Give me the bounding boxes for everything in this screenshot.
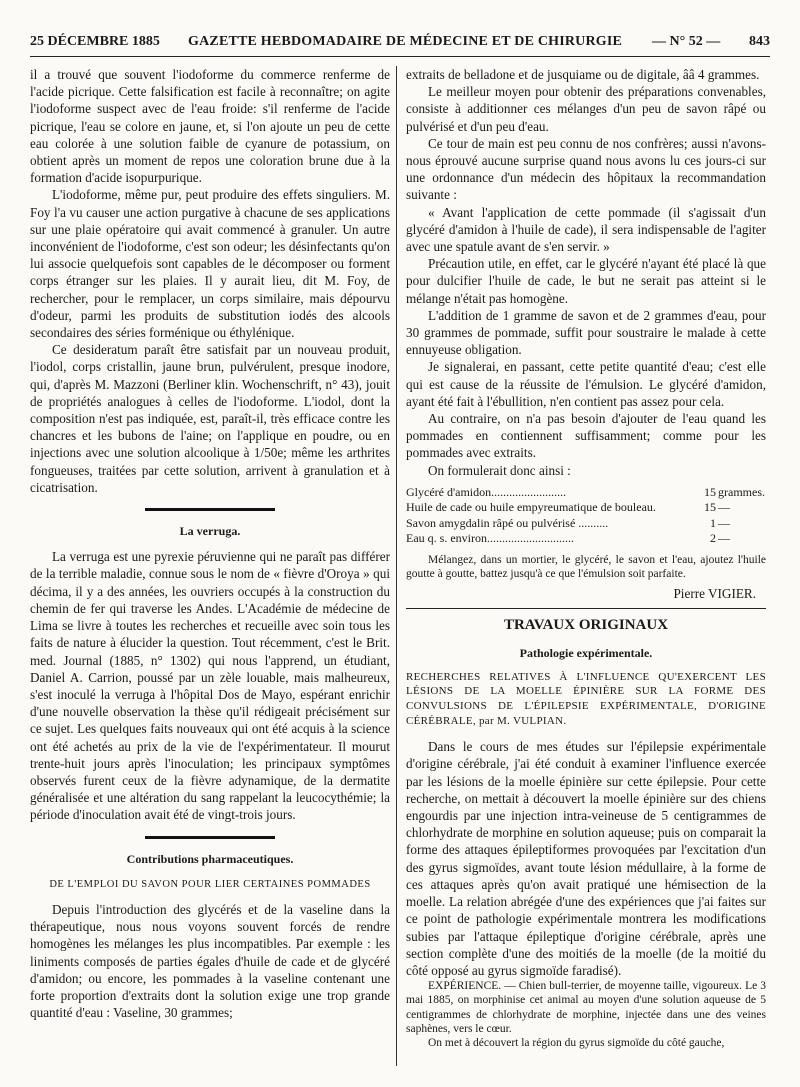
- recipe-ingredient: Eau q. s. environ.............................: [406, 531, 574, 546]
- recipe-ingredient: Glycéré d'amidon.........................: [406, 484, 567, 499]
- section-rule: [145, 508, 275, 511]
- paragraph-verruga: La verruga est une pyrexie péruvienne qui ne paraît pas différer de la terrible maladie, connue sous le nom de « fièvre d'Oroya » qui décima, il y a des années, les ouvriers occupés à la construction du chemin de fer qui traverse les Andes. L'Académie de médecine de Lima se livre à toutes les recherches et recueille avec soin tous les faits de nature à élucider la question. Tout récemment, c'est le Brit. med. Journal (1885, n° 1302) qui nous l'apprend, un étudiant, Daniel A. Carrion, poussé par un zèle louable, mais malheureux, s'est inoculé la verruga à l'hôpital Dos de Mayo, espérant enrichir d'une nouvelle observation la thèse qu'il rédigeait précisément sur ce sujet. Les quelques faits nouveaux qui ont été acquis à la science ont été achetés au prix de la vie de l'expérimentateur. Il mourut trente-huit jours après l'inoculation; les principaux symptômes observés furent ceux de la fièvre adynamique, de la dermatite généralisée et une altération du sang rappelant la leucocythémie; la période d'inoculation avait été de vingt-trois jours.: [30, 549, 390, 823]
- paragraph-gyrus: On met à découvert la région du gyrus sigmoïde du côté gauche,: [428, 1036, 725, 1049]
- header-page-number: 843: [749, 34, 770, 49]
- recipe-unit: grammes.: [718, 484, 765, 499]
- paragraph-melangez: Mélangez, dans un mortier, le glycéré, le savon et l'eau, ajoutez l'huile goutte à goutte, battez jusqu'à ce que l'émulsion soit parfaite.: [406, 553, 766, 581]
- paragraph-extraits: extraits de belladone et de jusquiame ou de digitale, ââ 4 grammes.: [406, 67, 760, 82]
- recipe-ingredient: Huile de cade ou huile empyreumatique de bouleau.: [406, 500, 656, 515]
- recipe-unit: —: [718, 515, 730, 530]
- recipe-unit: —: [718, 500, 730, 515]
- paragraph-tour-de-main: Ce tour de main est peu connu de nos confrères; aussi n'avons-nous éprouvé aucune surprise quand nous avons lu ces jours-ci sur une ordonnance d'un médecin des hôpitaux la recommandation suivante :: [406, 135, 766, 203]
- recipe-row: [406, 516, 766, 532]
- paragraph-iodoforme-falsification: il a trouvé que souvent l'iodoforme du commerce renferme de l'acide picrique. Cette falsification est facile à reconnaître; on agite l'iodoforme suspect avec de l'eau froide: s'il renferme de l'acide picrique, l'eau se colore en jaune, et, si l'on ajoute un peu de cette eau colorée à une solution faible de cyanure de potassium, on obtient après un moment de repos une coloration brune due à la formation d'acide isopurpurique.: [30, 67, 390, 186]
- recipe-row: [406, 531, 766, 547]
- section-title-pathologie: Pathologie expérimentale.: [519, 645, 653, 660]
- recipe-ingredient: Savon amygdalin râpé ou pulvérisé ..........: [406, 515, 609, 530]
- recipe-list: [406, 485, 766, 547]
- paragraph-iodol: Ce desideratum paraît être satisfait par un nouveau produit, l'iodol, corps cristallin, jaune brun, pulvérulent, presque inodore, qui, d'après M. Mazzoni (Berliner klin. Wochenschrift, n° 43), jouit de propriétés analogues à celles de l'iodoforme. L'iodol, dont la composition n'est pas indiquée, est, paraît-il, très efficace contre les chancres et les bubons de l'aine; on l'applique en poudre, ou en injections avec une solution alcoolique à 1/50e; même les arthrites fongueuses, traitées par cette solution, arrivent à granulation et à cicatrisation.: [30, 342, 390, 495]
- recipe-quantity: 2: [710, 531, 716, 546]
- section-rule: [145, 836, 275, 839]
- paragraph-formulerait: On formulerait donc ainsi :: [428, 462, 571, 478]
- recipe-unit: —: [718, 531, 730, 546]
- left-column: [30, 66, 390, 1021]
- recipe-quantity: 1: [710, 515, 716, 530]
- paragraph-epilepsie: Dans le cours de mes études sur l'épilepsie expérimentale d'origine cérébrale, j'ai été conduit à examiner l'influence exercée par les lésions de la moelle épinière sur cette épilepsie. Pour cette recherche, on mettait à découvert la moelle épinière sur des chiens engourdis par une injection intra-veineuse de 5 centigrammes de chlorhydrate de morphine en solution aqueuse; puis on comparait la forme des attaques épileptiformes provoquées par l'excitation d'un des gyrus sigmoïdes, avant toute lésion médullaire, à la forme de ces attaques après qu'on avait pratiqué une hémisection de la moelle. La relation abrégée d'une des expériences que j'ai faites sur ce point de pathologie expérimentale montrera les modifications subies par l'attaque épileptique d'origine cérébrale, après une section complète d'une des moitiés de la moelle (de la moitié du côté opposé au gyrus sigmoïde faradisé).: [406, 739, 766, 978]
- paragraph-meilleur-moyen: Le meilleur moyen pour obtenir des préparations convenables, consiste à additionner ces mélanges d'un peu de savon râpé ou pulvérisé et d'un peu d'eau.: [406, 84, 766, 134]
- paragraph-experience: EXPÉRIENCE. — Chien bull-terrier, de moyenne taille, vigoureux. Le 3 mai 1885, on morphinise cet animal au moyen d'une solution aqueuse de 5 centigrammes de chlorhydrate de morphine, injectée dans une des veines saphènes, vers le cœur.: [406, 980, 766, 1035]
- paragraph-addition: L'addition de 1 gramme de savon et de 2 grammes d'eau, pour 30 grammes de pommade, suffit pour soustraire le malade à cette ennuyeuse obligation.: [406, 307, 766, 358]
- paragraph-signalerai: Je signalerai, en passant, cette petite quantité d'eau; c'est elle qui est cause de la réussite de l'émulsion. Le glycéré d'amidon, ayant été fait à l'ébullition, n'en contient pas assez pour cela.: [406, 359, 766, 409]
- recipe-quantity: 15: [704, 484, 716, 499]
- header-issue-number: — N° 52 —: [652, 34, 721, 49]
- paragraph-iodoforme-effects: L'iodoforme, même pur, peut produire des effets singuliers. M. Foy l'a vu causer une action purgative à chacune de ses applications sur une plaie opératoire qui avait commencé à granuler. Un autre inconvénient de l'iodoforme, c'est son odeur; les désinfectants qu'on lui associe quelquefois sont capables de le décomposer ou forment corps étranger sur les plaies. Il y aurait lieu, dit M. Foy, de rechercher, pour le remplacer, un corps similaire, mais dépourvu d'odeur, parmi les produits de substitution iodés des alcools secondaires des séries forménique ou éthylénique.: [30, 187, 390, 341]
- column-divider: [396, 66, 397, 1066]
- paragraph-glyceres: Depuis l'introduction des glycérés et de la vaseline dans la thérapeutique, nous nous voyons souvent forcés de rendre homogènes les mélanges les plus incompatibles. Par exemple : les liniments composés de parties égales d'huile de cade et de glycéré d'amidon; ou encore, les pommades à la vaseline contenant une forte proportion d'extraits dont la solution exige une trop grande quantité d'eau : Vaseline, 30 grammes;: [30, 901, 390, 1021]
- article-title-vulpian: RECHERCHES RELATIVES À L'INFLUENCE QU'EXERCENT LES LÉSIONS DE LA MOELLE ÉPINIÈRE SUR LA FORME DES CONVULSIONS DE L'ÉPILEPSIE EXPÉRIMENTALE, D'ORIGINE CÉRÉBRALE, par M. VULPIAN.: [406, 670, 766, 727]
- header-journal-title: GAZETTE HEBDOMADAIRE DE MÉDECINE ET DE CHIRURGIE: [188, 34, 623, 49]
- paragraph-precaution: Précaution utile, en effet, car le glycéré n'ayant été placé là que pour dulcifier l'huile de cade, le but ne serait pas atteint si le mélange n'était pas homogène.: [406, 256, 766, 306]
- section-subtitle-savon: DE L'EMPLOI DU SAVON POUR LIER CERTAINES POMMADES: [49, 878, 371, 890]
- recipe-quantity: 15: [704, 500, 716, 515]
- page-header: [30, 30, 770, 57]
- section-title-pharmaceutiques: Contributions pharmaceutiques.: [126, 851, 294, 866]
- section-title-travaux-originaux: TRAVAUX ORIGINAUX: [503, 617, 669, 634]
- section-title-verruga: La verruga.: [179, 524, 241, 539]
- recipe-row: [406, 485, 766, 501]
- section-rule: [406, 608, 766, 609]
- right-column: [406, 66, 766, 1050]
- paragraph-ordonnance-quote: « Avant l'application de cette pommade (il s'agissait d'un glycéré d'amidon à l'huile de cade), il sera indispensable de l'agiter avec une spatule avant de s'en servir. »: [406, 204, 766, 255]
- header-date: 25 DÉCEMBRE 1885: [30, 34, 160, 49]
- author-signature: Pierre VIGIER.: [673, 586, 756, 602]
- recipe-row: [406, 500, 766, 516]
- paragraph-au-contraire: Au contraire, on n'a pas besoin d'ajouter de l'eau quand les pommades en contiennent suffisamment; comme pour les pommades avec extraits.: [406, 411, 766, 461]
